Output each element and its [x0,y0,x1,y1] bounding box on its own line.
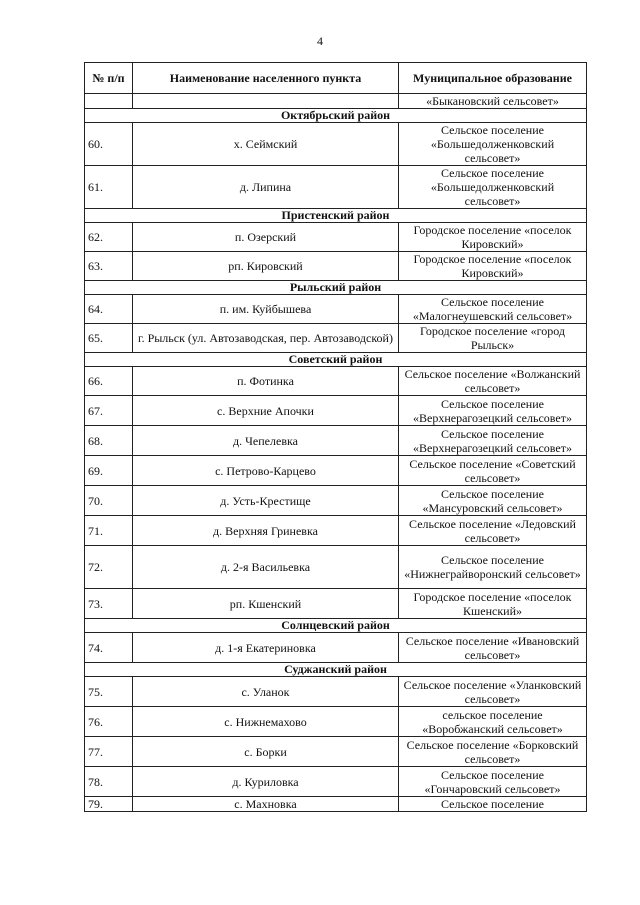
municipality-name: Сельское поселение «Борковский сельсовет» [399,737,587,767]
row-number: 64. [85,295,133,324]
district-name: Советский район [85,353,587,367]
table-row [85,223,587,252]
district-header-row [85,281,587,295]
table-row [85,396,587,426]
table-row [85,295,587,324]
settlement-name: п. Озерский [133,223,399,252]
municipality-name: Городское поселение «поселок Кшенский» [399,589,587,619]
district-name: Октябрьский район [85,109,587,123]
settlement-name: рп. Кировский [133,252,399,281]
municipality-name: Сельское поселение «Ледовский сельсовет» [399,516,587,546]
table-row [85,516,587,546]
district-header-row [85,353,587,367]
table-row [85,737,587,767]
district-header-row [85,109,587,123]
district-name: Суджанский район [85,663,587,677]
settlement-name: с. Петрово-Карцево [133,456,399,486]
table-row [85,633,587,663]
municipality-name: Сельское поселение «Большедолженковский сельсовет» [399,166,587,209]
settlement-name: п. Фотинка [133,367,399,396]
settlement-name: д. Липина [133,166,399,209]
municipality-name: Сельское поселение «Нижнеграйворонский сельсовет» [399,546,587,589]
header-municipality: Муниципальное образование [399,63,587,94]
row-number: 76. [85,707,133,737]
row-number: 71. [85,516,133,546]
settlement-name [133,94,399,109]
row-number: 65. [85,324,133,353]
row-number: 68. [85,426,133,456]
district-name: Солнцевский район [85,619,587,633]
settlement-name: д. Чепелевка [133,426,399,456]
table-row [85,426,587,456]
district-header-row [85,619,587,633]
table-row [85,486,587,516]
row-number: 70. [85,486,133,516]
row-number: 74. [85,633,133,663]
municipality-name: Сельское поселение «Большедолженковский сельсовет» [399,123,587,166]
row-number: 72. [85,546,133,589]
row-number [85,94,133,109]
table-row [85,94,587,109]
table-row [85,367,587,396]
municipality-name: Городское поселение «поселок Кировский» [399,252,587,281]
municipality-name: Сельское поселение «Верхнерагозецкий сельсовет» [399,396,587,426]
settlement-name: п. им. Куйбышева [133,295,399,324]
municipality-name: Городское поселение «поселок Кировский» [399,223,587,252]
settlement-name: д. Верхняя Гриневка [133,516,399,546]
table-row [85,324,587,353]
table-body [85,94,587,812]
municipality-name: сельское поселение «Воробжанский сельсовет» [399,707,587,737]
table-row [85,589,587,619]
settlement-name: д. Куриловка [133,767,399,797]
row-number: 77. [85,737,133,767]
municipality-name: Сельское поселение «Мансуровский сельсовет» [399,486,587,516]
row-number: 75. [85,677,133,707]
row-number: 62. [85,223,133,252]
row-number: 60. [85,123,133,166]
table-row [85,797,587,812]
municipality-name: Сельское поселение «Малогнеушевский сельсовет» [399,295,587,324]
settlement-name: с. Борки [133,737,399,767]
municipality-name: Сельское поселение [399,797,587,812]
settlement-name: с. Уланок [133,677,399,707]
settlement-name: с. Нижнемахово [133,707,399,737]
row-number: 66. [85,367,133,396]
municipality-name: Сельское поселение «Ивановский сельсовет» [399,633,587,663]
page-number: 4 [317,34,323,48]
municipality-name: Сельское поселение «Уланковский сельсовет» [399,677,587,707]
row-number: 63. [85,252,133,281]
municipality-name: Сельское поселение «Гончаровский сельсовет» [399,767,587,797]
table-row [85,767,587,797]
table-row [85,677,587,707]
row-number: 79. [85,797,133,812]
district-header-row [85,209,587,223]
settlement-name: д. Усть-Крестище [133,486,399,516]
table-row [85,546,587,589]
settlement-name: д. 2-я Васильевка [133,546,399,589]
settlements-table [84,62,587,812]
settlement-name: г. Рыльск (ул. Автозаводская, пер. Автозаводской) [133,324,399,353]
settlement-name: д. 1-я Екатериновка [133,633,399,663]
municipality-name: Сельское поселение «Верхнерагозецкий сельсовет» [399,426,587,456]
district-header-row [85,663,587,677]
table-row [85,707,587,737]
table-row [85,252,587,281]
district-name: Рыльский район [85,281,587,295]
district-name: Пристенский район [85,209,587,223]
municipality-name: «Быкановский сельсовет» [399,94,587,109]
row-number: 69. [85,456,133,486]
row-number: 73. [85,589,133,619]
row-number: 61. [85,166,133,209]
municipality-name: Городское поселение «город Рыльск» [399,324,587,353]
settlement-name: с. Махновка [133,797,399,812]
table-row [85,456,587,486]
table-row [85,123,587,166]
row-number: 78. [85,767,133,797]
settlement-name: с. Верхние Апочки [133,396,399,426]
municipality-name: Сельское поселение «Советский сельсовет» [399,456,587,486]
header-settlement: Наименование населенного пункта [133,63,399,94]
table-header-row [85,63,587,94]
header-number: № п/п [85,63,133,94]
row-number: 67. [85,396,133,426]
settlement-name: рп. Кшенский [133,589,399,619]
municipality-name: Сельское поселение «Волжанский сельсовет» [399,367,587,396]
settlement-name: х. Сеймский [133,123,399,166]
table-row [85,166,587,209]
